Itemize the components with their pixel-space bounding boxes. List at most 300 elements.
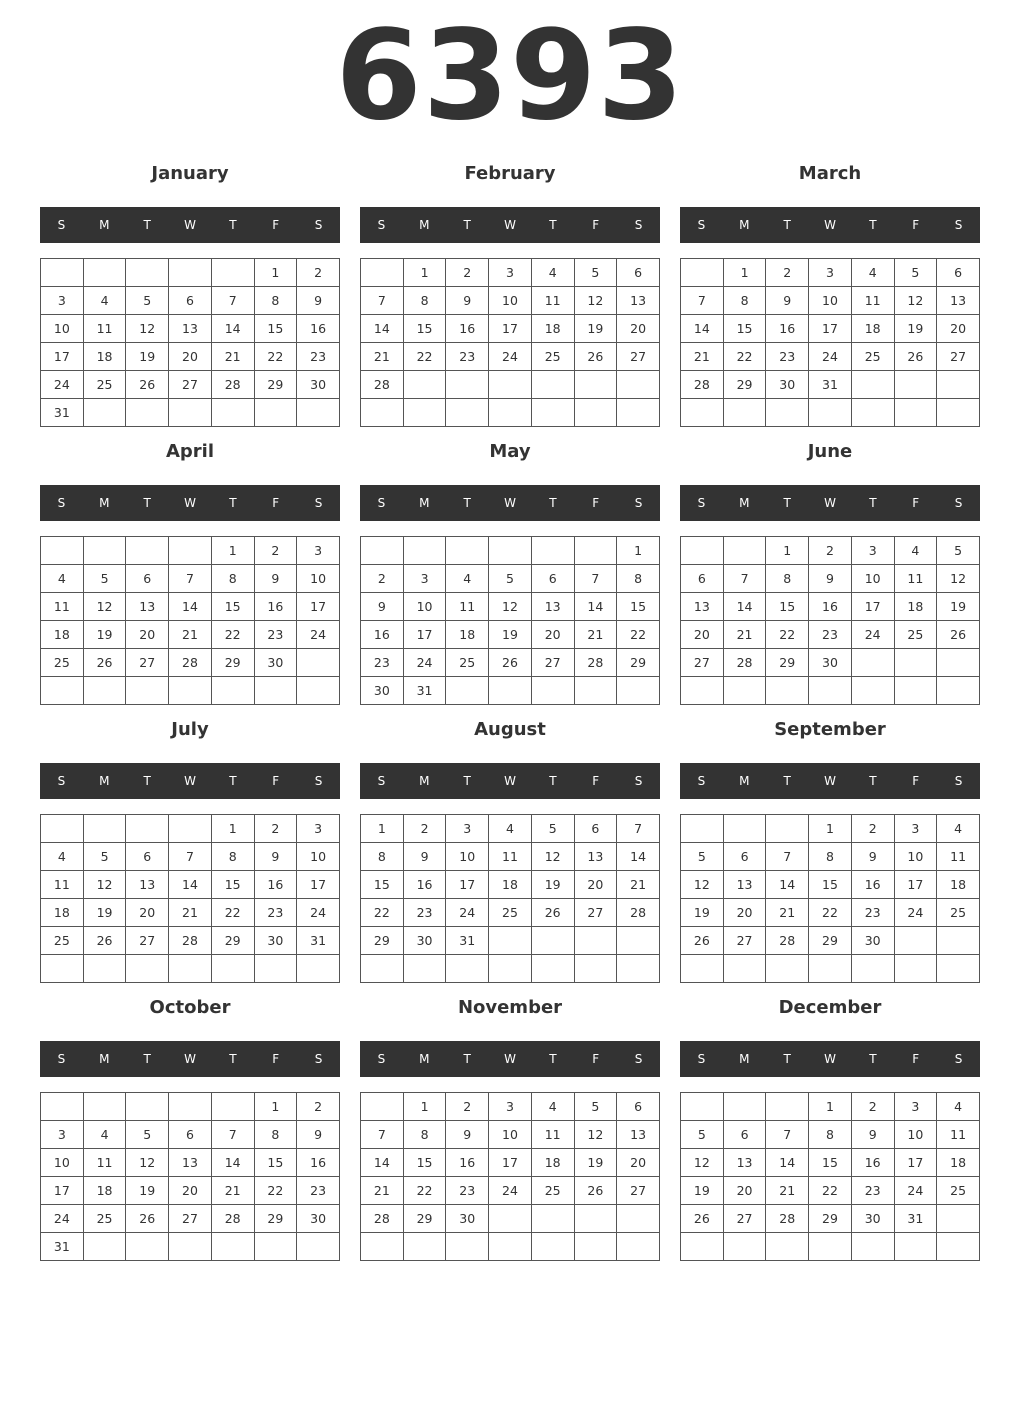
day-grid — [40, 536, 340, 705]
day-cell: 17 — [297, 871, 340, 899]
day-cell: 22 — [361, 899, 404, 927]
day-cell: 20 — [531, 621, 574, 649]
empty-cell — [809, 955, 852, 983]
week-row — [41, 927, 340, 955]
week-row — [361, 399, 660, 427]
day-cell: 17 — [403, 621, 446, 649]
day-cell: 16 — [851, 871, 894, 899]
empty-cell — [894, 677, 937, 705]
empty-cell — [723, 677, 766, 705]
day-cell: 27 — [531, 649, 574, 677]
weekday-label: T — [549, 496, 557, 510]
empty-cell — [681, 399, 724, 427]
day-cell: 2 — [297, 1093, 340, 1121]
day-cell: 22 — [211, 621, 254, 649]
day-cell: 15 — [361, 871, 404, 899]
week-row — [361, 677, 660, 705]
empty-cell — [41, 955, 84, 983]
day-grid — [40, 814, 340, 983]
week-row — [681, 927, 980, 955]
weekday-label: S — [697, 218, 706, 232]
day-cell: 13 — [574, 843, 617, 871]
weekday-label: S — [697, 774, 706, 788]
weekday-label: S — [314, 774, 323, 788]
empty-cell — [489, 927, 532, 955]
week-row — [361, 371, 660, 399]
empty-cell — [851, 371, 894, 399]
month-name: June — [807, 441, 853, 462]
weekday-label: S — [954, 218, 963, 232]
day-grid — [680, 536, 980, 705]
week-row — [681, 287, 980, 315]
day-cell: 11 — [531, 287, 574, 315]
day-cell: 13 — [723, 871, 766, 899]
day-cell: 11 — [531, 1121, 574, 1149]
week-row — [41, 1149, 340, 1177]
weekday-label: T — [869, 218, 877, 232]
weekday-label: T — [869, 1052, 877, 1066]
empty-cell — [851, 1233, 894, 1261]
day-cell: 30 — [254, 649, 297, 677]
empty-cell — [297, 955, 340, 983]
day-cell: 9 — [254, 565, 297, 593]
day-cell: 27 — [169, 371, 212, 399]
week-row — [361, 537, 660, 565]
day-cell: 14 — [766, 1149, 809, 1177]
day-cell: 2 — [446, 259, 489, 287]
day-grid — [680, 814, 980, 983]
week-row — [681, 1093, 980, 1121]
empty-cell — [574, 371, 617, 399]
week-row — [361, 621, 660, 649]
empty-cell — [211, 259, 254, 287]
day-cell: 7 — [766, 843, 809, 871]
day-cell: 2 — [851, 1093, 894, 1121]
week-row — [681, 565, 980, 593]
weekday-label: S — [314, 1052, 323, 1066]
day-cell: 7 — [169, 565, 212, 593]
day-cell: 19 — [83, 621, 126, 649]
empty-cell — [937, 371, 980, 399]
weekday-header — [360, 207, 660, 243]
week-row — [681, 899, 980, 927]
empty-cell — [531, 677, 574, 705]
weekday-header — [360, 485, 660, 521]
weekday-header — [680, 207, 980, 243]
empty-cell — [723, 1233, 766, 1261]
day-cell: 29 — [766, 649, 809, 677]
empty-cell — [489, 537, 532, 565]
weekday-label: T — [463, 218, 471, 232]
day-cell: 16 — [297, 315, 340, 343]
weekday-label: M — [99, 774, 110, 788]
day-cell: 9 — [403, 843, 446, 871]
day-cell: 22 — [254, 1177, 297, 1205]
weekday-label: W — [824, 774, 836, 788]
week-row — [41, 899, 340, 927]
day-cell: 8 — [766, 565, 809, 593]
day-cell: 8 — [361, 843, 404, 871]
day-cell: 7 — [681, 287, 724, 315]
weekday-label: F — [592, 218, 600, 232]
empty-cell — [531, 1205, 574, 1233]
day-cell: 5 — [681, 1121, 724, 1149]
weekday-label: F — [272, 496, 280, 510]
day-cell: 21 — [766, 1177, 809, 1205]
week-row — [361, 1093, 660, 1121]
empty-cell — [809, 1233, 852, 1261]
day-cell: 10 — [446, 843, 489, 871]
day-cell: 13 — [169, 315, 212, 343]
empty-cell — [531, 371, 574, 399]
day-cell: 28 — [617, 899, 660, 927]
day-cell: 23 — [446, 1177, 489, 1205]
day-cell: 20 — [681, 621, 724, 649]
weekday-label: T — [549, 218, 557, 232]
day-cell: 6 — [126, 843, 169, 871]
day-cell: 2 — [766, 259, 809, 287]
weekday-label: W — [504, 1052, 516, 1066]
day-cell: 15 — [403, 315, 446, 343]
empty-cell — [894, 399, 937, 427]
week-row — [361, 343, 660, 371]
empty-cell — [574, 399, 617, 427]
day-cell: 10 — [41, 315, 84, 343]
day-cell: 3 — [41, 287, 84, 315]
weekday-label: W — [184, 1052, 196, 1066]
empty-cell — [403, 1233, 446, 1261]
weekday-header — [40, 763, 340, 799]
empty-cell — [446, 399, 489, 427]
week-row — [681, 871, 980, 899]
day-cell: 18 — [531, 1149, 574, 1177]
weekday-label: S — [377, 774, 386, 788]
empty-cell — [254, 955, 297, 983]
week-row — [681, 343, 980, 371]
empty-cell — [254, 1233, 297, 1261]
day-cell: 17 — [851, 593, 894, 621]
empty-cell — [83, 537, 126, 565]
day-cell: 25 — [83, 1205, 126, 1233]
weekday-label: T — [549, 774, 557, 788]
week-row — [361, 1149, 660, 1177]
empty-cell — [766, 955, 809, 983]
day-cell: 6 — [574, 815, 617, 843]
week-row — [41, 843, 340, 871]
empty-cell — [574, 1233, 617, 1261]
day-cell: 21 — [361, 343, 404, 371]
weekday-header — [680, 1041, 980, 1077]
day-cell: 16 — [254, 593, 297, 621]
weekday-label: W — [824, 1052, 836, 1066]
day-cell: 1 — [723, 259, 766, 287]
day-cell: 17 — [489, 315, 532, 343]
empty-cell — [617, 1205, 660, 1233]
day-cell: 22 — [403, 1177, 446, 1205]
year-title: 6393 — [335, 4, 685, 148]
week-row — [681, 1233, 980, 1261]
day-cell: 27 — [169, 1205, 212, 1233]
weekday-label: M — [99, 496, 110, 510]
weekday-header — [40, 485, 340, 521]
empty-cell — [894, 371, 937, 399]
day-cell: 12 — [681, 1149, 724, 1177]
empty-cell — [766, 399, 809, 427]
week-row — [41, 287, 340, 315]
empty-cell — [617, 371, 660, 399]
weekday-label: T — [229, 218, 237, 232]
day-cell: 7 — [361, 1121, 404, 1149]
empty-cell — [574, 1205, 617, 1233]
day-cell: 29 — [211, 927, 254, 955]
day-cell: 2 — [254, 537, 297, 565]
weekday-label: M — [419, 218, 430, 232]
day-cell: 16 — [809, 593, 852, 621]
day-cell: 18 — [894, 593, 937, 621]
week-row — [361, 843, 660, 871]
day-cell: 29 — [809, 927, 852, 955]
day-cell: 21 — [169, 899, 212, 927]
day-cell: 17 — [894, 1149, 937, 1177]
day-cell: 31 — [809, 371, 852, 399]
weekday-label: T — [229, 1052, 237, 1066]
day-cell: 22 — [766, 621, 809, 649]
day-cell: 24 — [41, 1205, 84, 1233]
day-cell: 18 — [41, 899, 84, 927]
week-row — [681, 815, 980, 843]
empty-cell — [489, 399, 532, 427]
day-cell: 14 — [361, 1149, 404, 1177]
day-cell: 27 — [574, 899, 617, 927]
empty-cell — [681, 259, 724, 287]
day-cell: 31 — [41, 399, 84, 427]
day-cell: 24 — [297, 899, 340, 927]
day-cell: 22 — [617, 621, 660, 649]
day-cell: 9 — [297, 287, 340, 315]
weekday-label: M — [739, 774, 750, 788]
day-cell: 20 — [126, 621, 169, 649]
empty-cell — [851, 955, 894, 983]
weekday-label: M — [739, 218, 750, 232]
day-cell: 15 — [809, 1149, 852, 1177]
day-cell: 5 — [83, 843, 126, 871]
day-cell: 30 — [403, 927, 446, 955]
week-row — [41, 565, 340, 593]
week-row — [41, 677, 340, 705]
empty-cell — [489, 677, 532, 705]
weekday-label: F — [592, 774, 600, 788]
day-cell: 4 — [894, 537, 937, 565]
day-cell: 24 — [489, 1177, 532, 1205]
day-cell: 15 — [254, 1149, 297, 1177]
empty-cell — [297, 1233, 340, 1261]
day-cell: 19 — [83, 899, 126, 927]
day-cell: 3 — [41, 1121, 84, 1149]
day-cell: 1 — [766, 537, 809, 565]
day-grid — [360, 536, 660, 705]
day-cell: 19 — [126, 1177, 169, 1205]
empty-cell — [41, 815, 84, 843]
empty-cell — [766, 815, 809, 843]
empty-cell — [169, 1233, 212, 1261]
empty-cell — [574, 955, 617, 983]
empty-cell — [169, 677, 212, 705]
day-cell: 5 — [126, 1121, 169, 1149]
day-grid — [360, 258, 660, 427]
day-cell: 28 — [361, 1205, 404, 1233]
day-cell: 28 — [211, 371, 254, 399]
day-cell: 4 — [937, 1093, 980, 1121]
week-row — [681, 259, 980, 287]
day-cell: 21 — [211, 343, 254, 371]
day-cell: 10 — [41, 1149, 84, 1177]
empty-cell — [297, 399, 340, 427]
day-cell: 29 — [361, 927, 404, 955]
empty-cell — [403, 371, 446, 399]
day-cell: 28 — [169, 649, 212, 677]
empty-cell — [937, 649, 980, 677]
day-cell: 4 — [41, 565, 84, 593]
empty-cell — [403, 399, 446, 427]
empty-cell — [211, 1093, 254, 1121]
day-cell: 30 — [851, 1205, 894, 1233]
weekday-header — [40, 207, 340, 243]
day-cell: 28 — [361, 371, 404, 399]
day-cell: 31 — [894, 1205, 937, 1233]
day-cell: 4 — [83, 1121, 126, 1149]
day-cell: 7 — [723, 565, 766, 593]
weekday-label: T — [229, 496, 237, 510]
day-cell: 15 — [809, 871, 852, 899]
week-row — [361, 871, 660, 899]
weekday-label: S — [57, 496, 66, 510]
empty-cell — [126, 537, 169, 565]
day-cell: 29 — [723, 371, 766, 399]
weekday-header — [360, 1041, 660, 1077]
empty-cell — [531, 1233, 574, 1261]
weekday-label: T — [549, 1052, 557, 1066]
weekday-label: T — [869, 774, 877, 788]
empty-cell — [446, 677, 489, 705]
empty-cell — [126, 1093, 169, 1121]
day-cell: 12 — [126, 1149, 169, 1177]
day-cell: 10 — [489, 1121, 532, 1149]
empty-cell — [937, 927, 980, 955]
weekday-label: T — [783, 496, 791, 510]
day-cell: 5 — [126, 287, 169, 315]
weekday-label: M — [739, 1052, 750, 1066]
empty-cell — [531, 537, 574, 565]
week-row — [681, 371, 980, 399]
day-cell: 5 — [574, 259, 617, 287]
day-cell: 30 — [446, 1205, 489, 1233]
empty-cell — [446, 371, 489, 399]
day-cell: 5 — [489, 565, 532, 593]
month-name: January — [151, 163, 229, 184]
day-cell: 26 — [937, 621, 980, 649]
day-cell: 22 — [211, 899, 254, 927]
weekday-label: T — [783, 218, 791, 232]
day-cell: 13 — [617, 1121, 660, 1149]
day-cell: 4 — [531, 259, 574, 287]
day-cell: 3 — [403, 565, 446, 593]
week-row — [41, 399, 340, 427]
day-cell: 29 — [211, 649, 254, 677]
week-row — [41, 871, 340, 899]
day-cell: 2 — [403, 815, 446, 843]
week-row — [681, 1205, 980, 1233]
empty-cell — [489, 955, 532, 983]
empty-cell — [617, 399, 660, 427]
day-cell: 31 — [41, 1233, 84, 1261]
day-cell: 19 — [681, 899, 724, 927]
day-cell: 19 — [489, 621, 532, 649]
day-cell: 5 — [83, 565, 126, 593]
day-cell: 28 — [766, 1205, 809, 1233]
day-cell: 1 — [211, 815, 254, 843]
weekday-label: T — [143, 774, 151, 788]
empty-cell — [211, 955, 254, 983]
day-cell: 25 — [894, 621, 937, 649]
empty-cell — [489, 1205, 532, 1233]
day-cell: 23 — [297, 1177, 340, 1205]
empty-cell — [126, 399, 169, 427]
day-cell: 20 — [169, 1177, 212, 1205]
day-cell: 10 — [894, 843, 937, 871]
day-cell: 20 — [723, 899, 766, 927]
day-grid — [680, 1092, 980, 1261]
week-row — [681, 315, 980, 343]
day-cell: 24 — [41, 371, 84, 399]
week-row — [681, 1177, 980, 1205]
weekday-label: T — [869, 496, 877, 510]
empty-cell — [297, 677, 340, 705]
day-cell: 28 — [211, 1205, 254, 1233]
day-cell: 6 — [723, 843, 766, 871]
day-cell: 3 — [894, 1093, 937, 1121]
day-cell: 6 — [617, 1093, 660, 1121]
empty-cell — [617, 1233, 660, 1261]
day-cell: 11 — [83, 1149, 126, 1177]
day-cell: 23 — [809, 621, 852, 649]
day-cell: 23 — [851, 1177, 894, 1205]
day-cell: 15 — [617, 593, 660, 621]
weekday-label: W — [504, 496, 516, 510]
day-cell: 8 — [403, 1121, 446, 1149]
weekday-label: W — [184, 496, 196, 510]
month-name: September — [774, 719, 886, 740]
empty-cell — [723, 399, 766, 427]
day-cell: 9 — [851, 1121, 894, 1149]
day-cell: 26 — [894, 343, 937, 371]
empty-cell — [126, 955, 169, 983]
day-cell: 16 — [254, 871, 297, 899]
day-cell: 14 — [723, 593, 766, 621]
empty-cell — [723, 1093, 766, 1121]
day-cell: 27 — [937, 343, 980, 371]
day-cell: 7 — [211, 287, 254, 315]
empty-cell — [254, 677, 297, 705]
week-row — [41, 1093, 340, 1121]
day-cell: 26 — [681, 1205, 724, 1233]
day-cell: 2 — [446, 1093, 489, 1121]
day-cell: 15 — [766, 593, 809, 621]
empty-cell — [766, 1093, 809, 1121]
day-cell: 17 — [489, 1149, 532, 1177]
day-cell: 26 — [574, 343, 617, 371]
weekday-label: S — [634, 496, 643, 510]
empty-cell — [169, 259, 212, 287]
